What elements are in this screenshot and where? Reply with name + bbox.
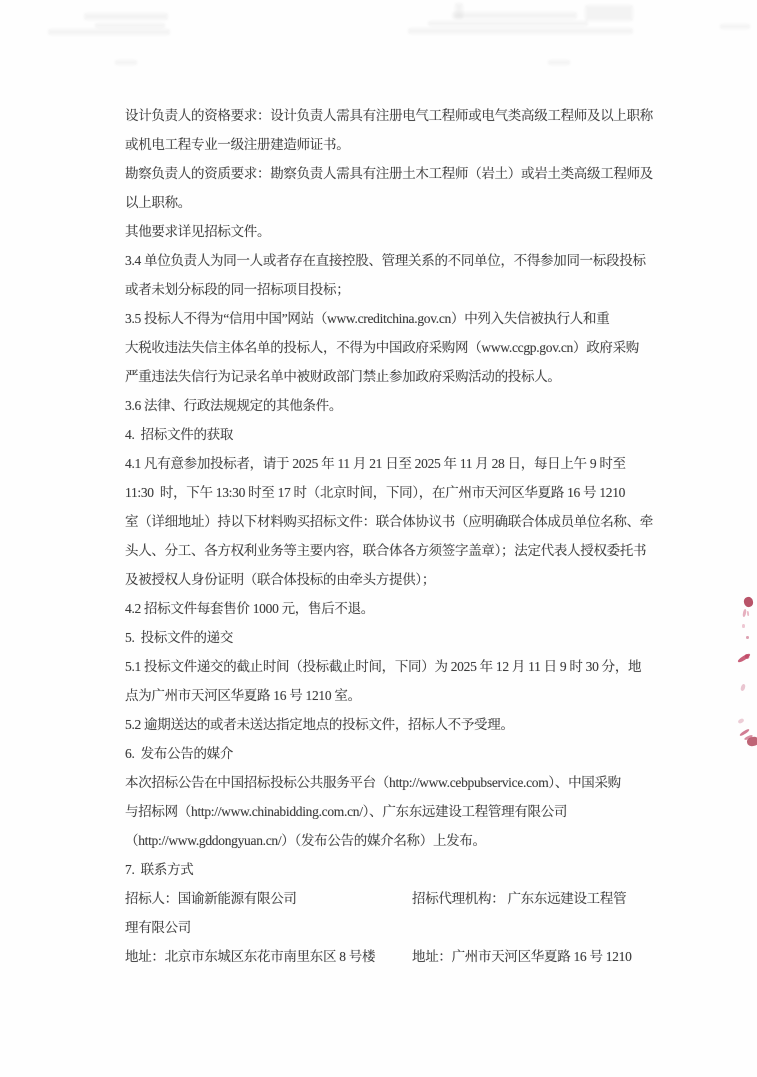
bleed-through-artifact xyxy=(95,23,165,28)
contact-right-column: 地址：广州市天河区华夏路 16 号 1210 xyxy=(412,949,632,964)
bleed-through-artifact xyxy=(452,12,577,19)
red-ink-mark xyxy=(747,611,750,616)
bleed-through-artifact xyxy=(48,29,170,35)
bleed-through-artifact xyxy=(408,28,633,34)
text-line: 其他要求详见招标文件。 xyxy=(125,224,271,239)
text-line: 室（详细地址）持以下材料购买招标文件：联合体协议书（应明确联合体成员单位名称、牵 xyxy=(125,514,653,529)
bleed-through-artifact xyxy=(428,21,588,26)
red-ink-mark xyxy=(746,736,757,747)
contact-left-column: 招标人：国谕新能源有限公司 xyxy=(125,891,297,906)
text-line: 或者未划分标段的同一招标项目投标； xyxy=(125,282,350,297)
document-text xyxy=(125,101,653,971)
text-line: （http://www.gddongyuan.cn/）（发布公告的媒介名称）上发布。 xyxy=(125,833,486,848)
contact-left-column: 地址：北京市东城区东花市南里东区 8 号楼 xyxy=(125,949,376,964)
text-line: 与招标网（http://www.chinabidding.com.cn/）、广东东远建设工程管理有限公司 xyxy=(125,804,568,819)
bleed-through-artifact xyxy=(455,3,463,19)
text-line: 设计负责人的资格要求：设计负责人需具有注册电气工程师或电气类高级工程师及以上职称 xyxy=(125,108,653,123)
red-ink-mark xyxy=(746,636,749,639)
bleed-through-artifact xyxy=(115,60,137,65)
text-line: 5.2 逾期送达的或者未送达指定地点的投标文件，招标人不予受理。 xyxy=(125,717,514,732)
text-line: 头人、分工、各方权利业务等主要内容，联合体各方须签字盖章）；法定代表人授权委托书 xyxy=(125,543,647,558)
text-line: 7. 联系方式 xyxy=(125,862,194,877)
bleed-through-artifact xyxy=(585,5,633,21)
text-line: 4. 招标文件的获取 xyxy=(125,427,234,442)
bleed-through-artifact xyxy=(720,24,750,29)
text-line: 3.5 投标人不得为“信用中国”网站（www.creditchina.gov.cn）中列入失信被执行人和重 xyxy=(125,311,610,326)
text-line: 5.1 投标文件递交的截止时间（投标截止时间，下同）为 2025 年 12 月 11 日 9 时 30 分，地 xyxy=(125,659,642,674)
text-line xyxy=(125,884,647,913)
text-line: 5. 投标文件的递交 xyxy=(125,630,234,645)
red-ink-mark xyxy=(737,718,744,724)
bleed-through-artifact xyxy=(84,13,168,20)
text-line: 严重违法失信行为记录名单中被财政部门禁止参加政府采购活动的投标人。 xyxy=(125,369,561,384)
bleed-through-artifact xyxy=(548,60,570,65)
text-line xyxy=(125,942,647,971)
text-line: 及被授权人身份证明（联合体投标的由牵头方提供）； xyxy=(125,572,436,587)
text-line: 以上职称。 xyxy=(125,195,191,210)
red-ink-mark xyxy=(742,624,745,628)
contact-right-column: 招标代理机构： 广东东远建设工程管 xyxy=(412,891,627,906)
text-line: 本次招标公告在中国招标投标公共服务平台（http://www.cebpubservice.com）、中国采购 xyxy=(125,775,621,790)
text-line: 勘察负责人的资质要求：勘察负责人需具有注册土木工程师（岩土）或岩土类高级工程师及 xyxy=(125,166,653,181)
text-line: 理有限公司 xyxy=(125,920,191,935)
text-line: 或机电工程专业一级注册建造师证书。 xyxy=(125,137,350,152)
text-line: 3.6 法律、行政法规规定的其他条件。 xyxy=(125,398,343,413)
text-line: 11:30 时，下午 13:30 时至 17 时（北京时间，下同），在广州市天河区华夏路 16 号 1210 xyxy=(125,485,626,500)
text-line: 4.2 招标文件每套售价 1000 元，售后不退。 xyxy=(125,601,374,616)
text-line: 4.1 凡有意参加投标者，请于 2025 年 11 月 21 日至 2025 年 11 月 28 日，每日上午 9 时至 xyxy=(125,456,626,471)
text-line: 点为广州市天河区华夏路 16 号 1210 室。 xyxy=(125,688,361,703)
text-line: 3.4 单位负责人为同一人或者存在直接控股、管理关系的不同单位，不得参加同一标段投标 xyxy=(125,253,646,268)
text-line: 大税收违法失信主体名单的投标人，不得为中国政府采购网（www.ccgp.gov.cn）政府采购 xyxy=(125,340,639,355)
red-ink-mark xyxy=(740,684,746,692)
text-line: 6. 发布公告的媒介 xyxy=(125,746,234,761)
red-ink-mark xyxy=(743,596,754,608)
